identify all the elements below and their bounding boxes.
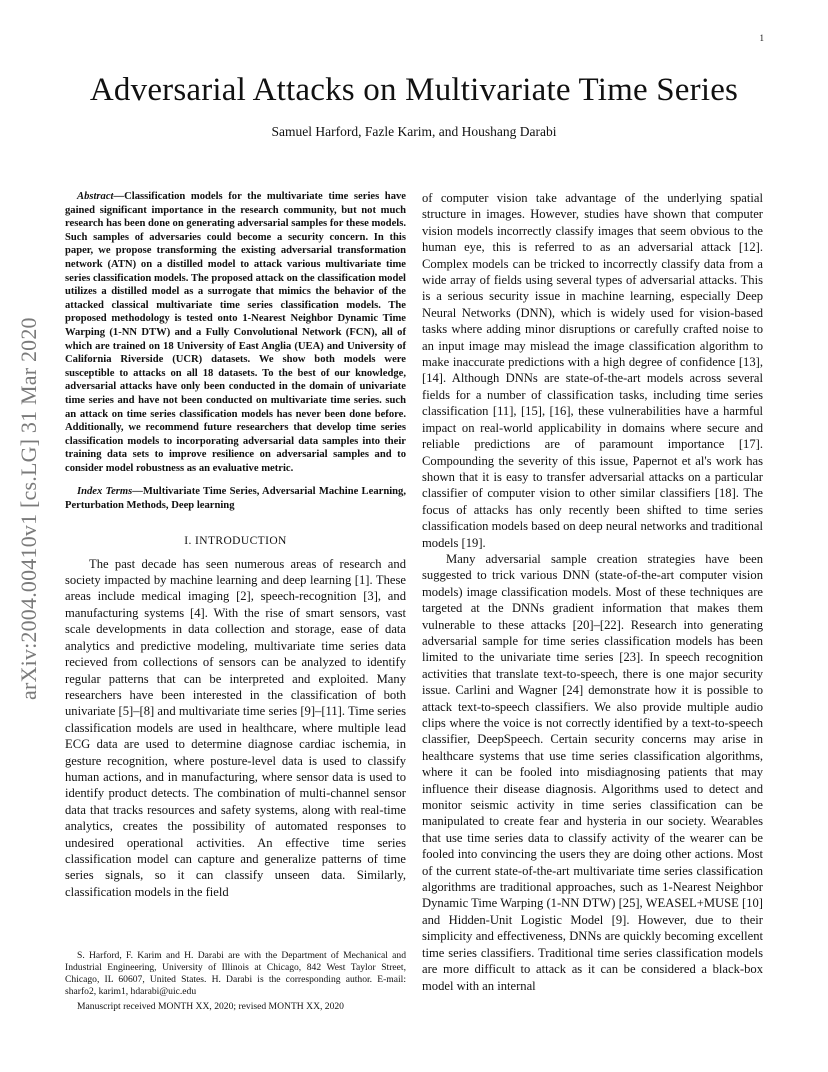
section-heading-introduction: I. INTRODUCTION <box>184 534 287 547</box>
footnote-manuscript: Manuscript received MONTH XX, 2020; revised MONTH XX, 2020 <box>77 1001 344 1012</box>
paper-title: Adversarial Attacks on Multivariate Time Series <box>89 72 739 108</box>
index-terms <box>65 485 406 512</box>
footnotes <box>65 950 406 1013</box>
arxiv-side-identifier: arXiv:2004.00410v1 [cs.LG] 31 Mar 2020 <box>16 317 41 700</box>
abstract-lead: Abstract <box>77 191 114 202</box>
intro-paragraph-1: The past decade has seen numerous areas of research and society impacted by machine learning and deep learning [1]. These areas include medical imaging [2], speech-recognition [3], and manufacturing systems [4]. With the rise of smart sensors, vast scale developments in data collection and storage, ease of data analytics and predictive modeling, multivariate time series data recieved from collections of sensors can be analyzed to identify regular patterns that can be interpreted and exploited. Many researchers have been interested in the classification of both univariate [5]–[8] and multivariate time series [9]–[11]. Time series classification models are used in healthcare, where multiple lead ECG data are used to determine diagnose cardiac ischemia, in gesture recognition, where posture-level data is used to classify human actions, and in manufacturing, where sensor data is used to identify product detects. The combination of multi-channel sensor data that tracks resources and safety systems, along with real-time analytics, creates the possibility of automated responses to undesired operational activities. An effective time series classification model can capture and generalize patterns of time series signals, so it can classify unseen data. Similarly, classification models in the field <box>65 556 406 899</box>
abstract <box>65 190 406 475</box>
abstract-text: —Classification models for the multivariate time series have gained significant importance in the research community, but not much research has been done on generating adversarial samples for these models. Such samples of adversaries could become a security concern. In this paper, we propose transforming the existing adversarial transformation network (ATN) on a distilled model to attack various multivariate time series classification models. The proposed attack on the classification model utilizes a distilled model as a surrogate that mimics the behavior of the attacked classical multivariate time series classification models. The proposed methodology is tested onto 1-Nearest Neighbor Dynamic Time Warping (1-NN DTW) and a Fully Convolutional Network (FCN), all of which are trained on 18 University of East Anglia (UEA) and University of California Riverside (UCR) datasets. We show both models were susceptible to attacks on all 18 datasets. To the best of our knowledge, adversarial attacks have only been conducted in the domain of univariate time series and have not been conducted on multivariate time series. such an attack on time series classification models has never been done before. Additionally, we recommend future researchers that develop time series classification models to incorporating adversarial data samples into their training data sets to improve resilience on adversarial samples and to consider model robustness as an evaluative metric. <box>65 191 406 474</box>
right-column <box>422 190 763 994</box>
left-column <box>65 190 406 900</box>
footnote-affiliation: S. Harford, F. Karim and H. Darabi are with the Department of Mechanical and Industrial Engineering, University of Illinois at Chicago, 842 West Taylor Street, Chicago, IL 60607, United States. H. Darabi is the corresponding author. E-mail: sharfo2, karim1, hdarabi@uic.edu <box>65 950 406 997</box>
page-number: 1 <box>759 33 764 43</box>
intro-paragraph-1-continued: of computer vision take advantage of the underlying spatial structure in images. However, studies have shown that computer vision models incorrectly classify images that seem obvious to the human eye, this is referred to as an adversarial attack [12]. Complex models can be tricked to incorrectly classify data from a wide array of fields using several types of adversarial attacks. This is a serious security issue in machine learning, especially Deep Neural Networks (DNN), which is widely used for vision-based tasks where adding minor disruptions or carefully crafted noise to an input image may mislead the image classification algorithm to make inaccurate predictions with a high degree of confidence [13], [14]. Although DNNs are state-of-the-art models across several fields for a number of classification tasks, including time series classification [11], [15], [16], these vulnerabilities have a harmful impact on real-world applicability in domains where secure and reliable predictions are of paramount importance [17]. Compounding the severity of this issue, Papernot et al's work has shown that it is easy to transfer adversarial attacks on a particular classifier of computer vision to other similar classifiers [18]. The focus of attacks has only recently been shifted to time series classification models based on deep neural networks and traditional models [19]. <box>422 191 763 550</box>
index-terms-lead: Index Terms <box>77 486 133 498</box>
intro-paragraph-2: Many adversarial sample creation strategies have been suggested to trick various DNN (state-of-the-art computer vision models) image classification models. Most of these techniques are targeted at the DNNs gradient information that makes them vulnerable to these attacks [20]–[22]. Research into generating adversarial sample for time series classification models has been limited to the univariate time series [23]. In speech recognition activities that translate text-to-speech, there is one major security issue. Carlini and Wagner [24] demonstrate how it is possible to attack text-to-speech classifiers. We also provide multiple audio clips where the voice is not correctly identified by a text-to-speech classifier, DeepSpeech. Certain security concerns may arise in healthcare systems that use time series classification algorithms, where it can be fooled into misdiagnosing patients that may influence their disease diagnosis. Algorithms used to detect and monitor seismic activity in time series classification can be manipulated to create fear and hysteria in our society. Wearables that use time series data to classify activity of the wearer can be fooled into convincing the users they are doing other actions. Most of the current state-of-the-art multivariate time series classification algorithms are traditional approaches, such as 1-Nearest Neighbor Dynamic Time Warping (1-NN DTW) [25], WEASEL+MUSE [10] and Hidden-Unit Logistic Model [9]. However, due to their simplicity and effectiveness, DNNs are quickly becoming excellent time series classifiers. Traditional time series classification models are more difficult to attack as it can be considered a black-box model with an internal <box>422 551 763 993</box>
paper-authors: Samuel Harford, Fazle Karim, and Houshang Darabi <box>271 124 557 139</box>
index-terms-text: —Multivariate Time Series, Adversarial Machine Learning, Perturbation Methods, Deep learning <box>65 486 406 512</box>
